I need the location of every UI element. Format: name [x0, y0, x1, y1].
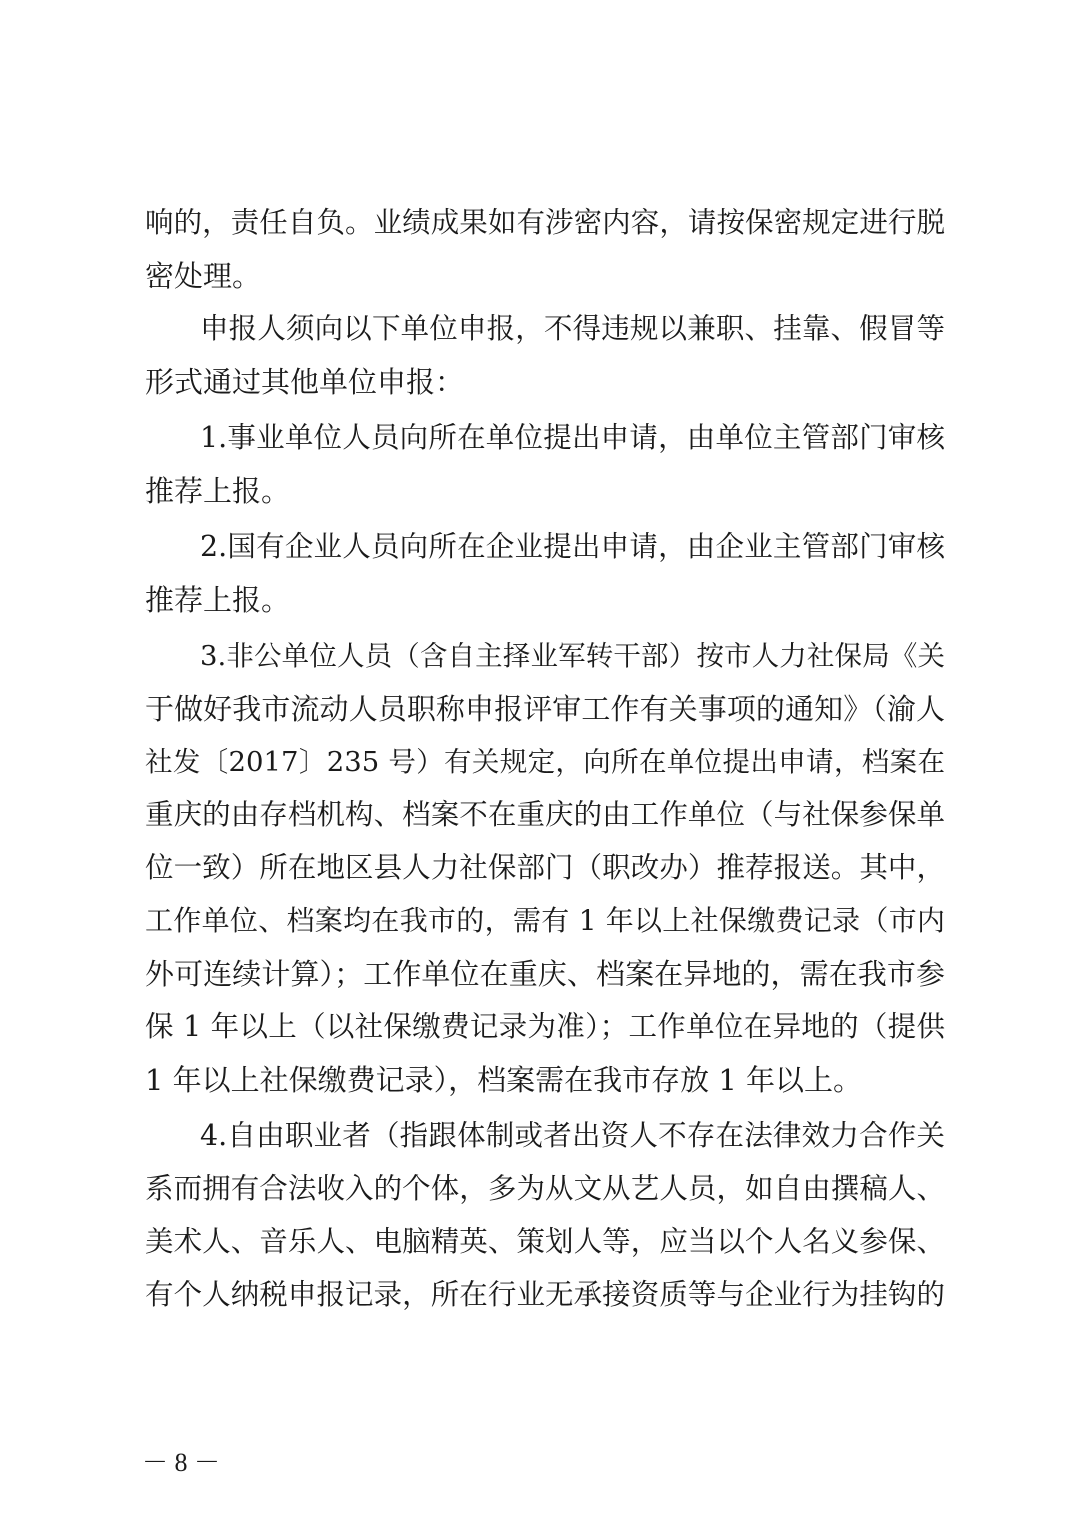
list-item-3-line: 3.非公单位人员（含自主择业军转干部）按市人力社保局《关 [200, 640, 945, 672]
text-line: 有个人纳税申报记录，所在行业无承接资质等与企业行为挂钩的 [145, 1278, 945, 1311]
text-line: 重庆的由存档机构、档案不在重庆的由工作单位（与社保参保单 [145, 798, 945, 831]
text-line: 推荐上报。 [145, 583, 291, 617]
list-item-4-line: 4.自由职业者（指跟体制或者出资人不存在法律效力合作关 [200, 1119, 945, 1152]
text-line: 推荐上报。 [145, 474, 291, 508]
text-line: 密处理。 [145, 259, 262, 293]
text-line: 外可连续计算）；工作单位在重庆、档案在异地的，需在我市参 [145, 957, 945, 991]
text-line: 位一致）所在地区县人力社保部门（职改办）推荐报送。其中， [145, 851, 945, 884]
text-line: 形式通过其他单位申报： [145, 365, 465, 399]
text-line: 美术人、音乐人、电脑精英、策划人等，应当以个人名义参保、 [145, 1225, 945, 1258]
text-line: 社发〔2017〕235 号）有关规定，向所在单位提出申请，档案在 [145, 746, 945, 778]
list-item-1-line: 1.事业单位人员向所在单位提出申请，由单位主管部门审核 [200, 421, 945, 454]
text-line: 保 1 年以上（以社保缴费记录为准）；工作单位在异地的（提供 [145, 1010, 945, 1043]
text-line: 于做好我市流动人员职称申报评审工作有关事项的通知》（渝人 [145, 692, 945, 726]
text-line: 1 年以上社保缴费记录），档案需在我市存放 1 年以上。 [145, 1063, 863, 1097]
text-line: 系而拥有合法收入的个体，多为从文从艺人员，如自由撰稿人、 [145, 1172, 945, 1205]
text-line: 工作单位、档案均在我市的，需有 1 年以上社保缴费记录（市内 [145, 904, 945, 937]
paragraph-first-line: 申报人须向以下单位申报，不得违规以兼职、挂靠、假冒等 [200, 312, 945, 345]
page-number: － 8 － [142, 1448, 221, 1477]
text-line: 响的，责任自负。业绩成果如有涉密内容，请按保密规定进行脱 [145, 206, 945, 239]
list-item-2-line: 2.国有企业人员向所在企业提出申请，由企业主管部门审核 [200, 530, 945, 563]
